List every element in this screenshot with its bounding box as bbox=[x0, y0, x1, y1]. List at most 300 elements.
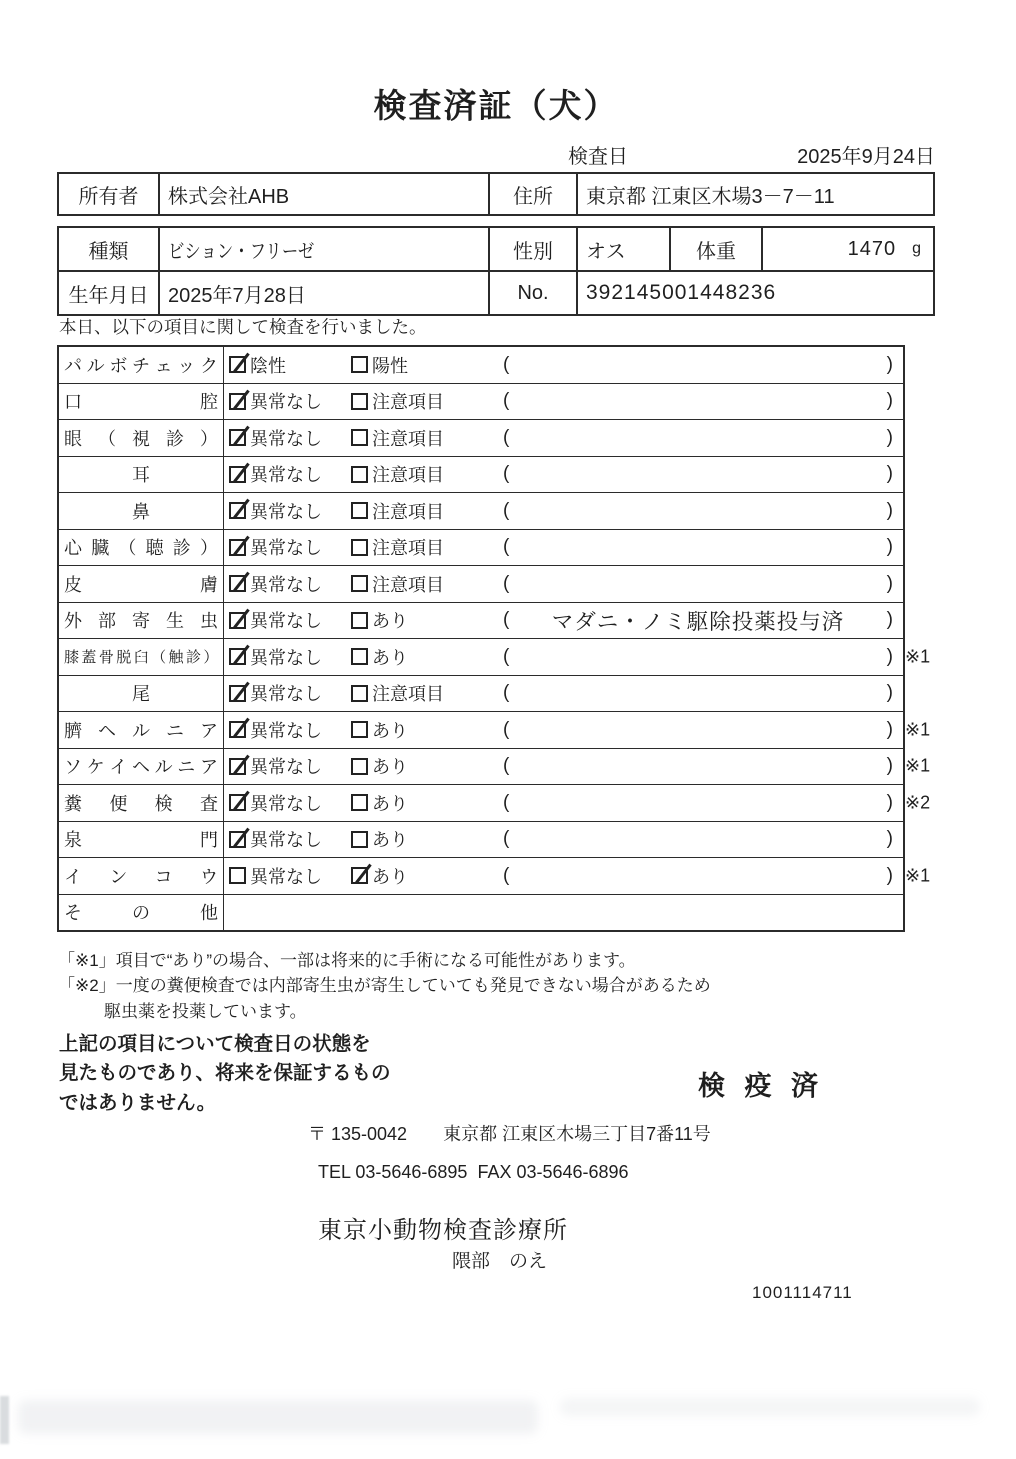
inspection-row-content bbox=[224, 895, 903, 931]
label-char: 鼻 bbox=[132, 501, 150, 522]
inspection-table bbox=[57, 345, 931, 932]
option-normal bbox=[229, 790, 351, 816]
paren-close: ) bbox=[886, 390, 893, 412]
option-label: あり bbox=[372, 830, 408, 851]
inspection-row bbox=[59, 493, 903, 530]
inspection-item-label bbox=[59, 530, 224, 566]
paren-open: ( bbox=[503, 426, 510, 448]
option-normal bbox=[229, 498, 351, 524]
label-char: 聴 bbox=[145, 538, 164, 559]
inspection-item-label bbox=[59, 895, 224, 931]
option-label: 異常なし bbox=[250, 538, 322, 559]
inspection-row bbox=[59, 712, 931, 749]
option-attention bbox=[351, 826, 503, 852]
inspection-row bbox=[59, 676, 903, 713]
option-normal bbox=[229, 352, 351, 378]
option-normal bbox=[229, 425, 351, 451]
inspection-item-label bbox=[59, 347, 224, 383]
option-attention bbox=[351, 680, 503, 706]
no-value: 392145001448236 bbox=[586, 281, 777, 304]
label-char: 査 bbox=[199, 793, 218, 814]
paren-open: ( bbox=[503, 572, 510, 594]
option-attention bbox=[351, 790, 503, 816]
inspection-row bbox=[59, 530, 903, 567]
footnote-mark: ※1 bbox=[905, 646, 931, 667]
inspection-row-content bbox=[224, 566, 903, 602]
option-attention bbox=[351, 717, 503, 743]
inspection-row-content bbox=[224, 420, 903, 456]
option-normal bbox=[229, 644, 351, 670]
option-label: 陽性 bbox=[372, 355, 408, 376]
inspection-row bbox=[59, 457, 903, 494]
option-label: 異常なし bbox=[250, 720, 322, 741]
option-label: 注意項目 bbox=[372, 392, 444, 413]
label-char: ニ bbox=[166, 720, 184, 741]
option-normal bbox=[229, 753, 351, 779]
label-char: コ bbox=[154, 866, 173, 887]
option-normal bbox=[229, 717, 351, 743]
inspection-row-content bbox=[224, 384, 903, 420]
footnote-mark: ※1 bbox=[905, 865, 931, 886]
option-attention bbox=[351, 498, 503, 524]
paren-open: ( bbox=[503, 864, 510, 886]
inspection-row bbox=[59, 785, 931, 822]
option-attention bbox=[351, 461, 503, 487]
checked-checkbox-icon bbox=[229, 794, 246, 811]
option-normal bbox=[229, 863, 351, 889]
label-char: 虫 bbox=[200, 611, 218, 632]
option-attention bbox=[351, 644, 503, 670]
paren-close: ) bbox=[886, 499, 893, 521]
inspection-item-label bbox=[59, 493, 224, 529]
inspection-item-label bbox=[59, 603, 224, 639]
label-char: 臼 bbox=[133, 649, 149, 667]
label-char: 診 bbox=[185, 649, 201, 667]
option-label: 注意項目 bbox=[372, 574, 444, 595]
label-char: 尾 bbox=[132, 684, 150, 705]
inspection-item-label bbox=[59, 639, 224, 675]
disclaimer-line1: 上記の項目について検査日の状態を bbox=[59, 1033, 371, 1055]
label-char: 触 bbox=[168, 649, 184, 667]
inspection-date-value: 2025年9月24日 bbox=[797, 146, 935, 168]
checkbox-icon bbox=[351, 575, 368, 592]
examiner-name: 隈部 のえ bbox=[452, 1251, 548, 1272]
label-char: ニ bbox=[177, 757, 196, 778]
inspection-item-label bbox=[59, 457, 224, 493]
inspection-item-label bbox=[59, 822, 224, 858]
inspection-item-label bbox=[59, 566, 224, 602]
label-char: ェ bbox=[154, 355, 173, 376]
remarks-text: マダニ・ノミ駆除投薬投与済 bbox=[551, 609, 845, 634]
breed-label: 種類 bbox=[59, 228, 160, 270]
checked-checkbox-icon bbox=[229, 831, 246, 848]
option-label: 異常なし bbox=[250, 465, 322, 486]
label-char: 心 bbox=[64, 538, 82, 559]
checkbox-icon bbox=[229, 867, 246, 884]
remarks-parentheses bbox=[503, 427, 903, 449]
option-label: 異常なし bbox=[250, 684, 322, 705]
checked-checkbox-icon bbox=[229, 612, 246, 629]
checkbox-icon bbox=[351, 612, 368, 629]
label-char: （ bbox=[151, 649, 166, 667]
label-char: 門 bbox=[200, 830, 218, 851]
no-label: No. bbox=[490, 272, 578, 314]
owner-table bbox=[57, 172, 935, 216]
label-char: 耳 bbox=[132, 465, 150, 486]
option-normal bbox=[229, 571, 351, 597]
option-label: 注意項目 bbox=[372, 538, 444, 559]
inspection-item-label bbox=[59, 676, 224, 712]
option-label: 陰性 bbox=[250, 355, 286, 376]
sex-label: 性別 bbox=[490, 228, 578, 270]
paren-close: ) bbox=[886, 463, 893, 485]
label-char: 骨 bbox=[98, 649, 114, 667]
label-char bbox=[200, 680, 218, 706]
label-char: イ bbox=[109, 757, 128, 778]
scan-noise bbox=[18, 1400, 538, 1434]
checked-checkbox-icon bbox=[229, 466, 246, 483]
label-char: ウ bbox=[199, 866, 218, 887]
clinic-postal-address: 〒 135-0042 東京都 江東区木場三丁目7番11号 bbox=[308, 1124, 711, 1144]
checked-checkbox-icon bbox=[351, 867, 368, 884]
option-label: 異常なし bbox=[250, 757, 322, 778]
paren-open: ( bbox=[503, 353, 510, 375]
label-char: ン bbox=[109, 866, 128, 887]
inspection-row bbox=[59, 639, 931, 676]
remarks-parentheses bbox=[503, 573, 903, 595]
paren-close: ) bbox=[886, 353, 893, 375]
option-label: 異常なし bbox=[250, 574, 322, 595]
disclaimer-line2: 見たものであり、将来を保証するもの bbox=[59, 1062, 391, 1085]
label-char bbox=[200, 498, 218, 524]
inspection-item-label bbox=[59, 420, 224, 456]
label-char: ル bbox=[86, 355, 105, 376]
checked-checkbox-icon bbox=[229, 721, 246, 738]
label-char: ア bbox=[200, 720, 218, 741]
option-label: あり bbox=[372, 647, 408, 668]
footnote-mark: ※1 bbox=[905, 719, 931, 740]
paren-close: ) bbox=[886, 609, 893, 631]
option-label: あり bbox=[372, 757, 408, 778]
label-char: 腔 bbox=[200, 392, 218, 413]
clinic-name: 東京小動物検査診療所 bbox=[318, 1217, 568, 1244]
label-char: 視 bbox=[132, 428, 150, 449]
checkbox-icon bbox=[351, 539, 368, 556]
option-label: 異常なし bbox=[250, 428, 322, 449]
paren-close: ) bbox=[886, 791, 893, 813]
label-char: 臓 bbox=[91, 538, 110, 559]
option-attention bbox=[351, 753, 503, 779]
birth-label: 生年月日 bbox=[59, 272, 160, 314]
paren-close: ) bbox=[886, 682, 893, 704]
inspection-row-content bbox=[224, 749, 903, 785]
disclaimer-statement bbox=[59, 1030, 391, 1118]
remarks-parentheses bbox=[503, 828, 903, 850]
option-normal bbox=[229, 461, 351, 487]
footnote-1: 「※1」項目で“あり”の場合、一部は将来的に手術になる可能性があります。 bbox=[58, 951, 636, 970]
scan-noise bbox=[560, 1398, 980, 1416]
checkbox-icon bbox=[351, 794, 368, 811]
inspection-row-content bbox=[224, 639, 903, 675]
option-label: 異常なし bbox=[250, 647, 322, 668]
checked-checkbox-icon bbox=[229, 758, 246, 775]
label-char: 生 bbox=[166, 611, 184, 632]
paren-close: ) bbox=[886, 864, 893, 886]
label-char bbox=[64, 461, 82, 487]
label-char bbox=[64, 680, 82, 706]
address-label: 住所 bbox=[490, 174, 578, 214]
sex-value: オス bbox=[578, 228, 671, 270]
inspection-item-label bbox=[59, 749, 224, 785]
remarks-parentheses bbox=[503, 865, 903, 887]
label-char: 他 bbox=[200, 903, 218, 924]
label-char: 検 bbox=[154, 793, 173, 814]
label-char: ル bbox=[132, 720, 150, 741]
checked-checkbox-icon bbox=[229, 575, 246, 592]
option-normal bbox=[229, 388, 351, 414]
paren-close: ) bbox=[886, 828, 893, 850]
checked-checkbox-icon bbox=[229, 502, 246, 519]
label-char: 泉 bbox=[64, 830, 82, 851]
paren-open: ( bbox=[503, 755, 510, 777]
checkbox-icon bbox=[351, 466, 368, 483]
option-label: 異常なし bbox=[250, 392, 322, 413]
inspection-row-content bbox=[224, 822, 903, 858]
option-attention bbox=[351, 571, 503, 597]
option-attention bbox=[351, 534, 503, 560]
option-attention bbox=[351, 352, 503, 378]
label-char: 部 bbox=[98, 611, 116, 632]
label-char: ク bbox=[199, 355, 218, 376]
paren-open: ( bbox=[503, 828, 510, 850]
label-char: ） bbox=[203, 649, 218, 667]
label-char: 糞 bbox=[64, 793, 82, 814]
paren-open: ( bbox=[503, 390, 510, 412]
remarks-parentheses bbox=[503, 536, 903, 558]
label-char: 皮 bbox=[64, 574, 82, 595]
inspection-item-label bbox=[59, 712, 224, 748]
option-attention bbox=[351, 425, 503, 451]
inspection-row-content bbox=[224, 858, 903, 894]
owner-label: 所有者 bbox=[59, 174, 160, 214]
label-char: ボ bbox=[109, 355, 128, 376]
weight-label: 体重 bbox=[671, 228, 763, 270]
footnote-2-line2: 駆虫薬を投薬しています。 bbox=[104, 1002, 307, 1021]
paren-close: ) bbox=[886, 645, 893, 667]
animal-table bbox=[57, 226, 935, 316]
breed-text: ビション・フリーゼ bbox=[168, 240, 315, 263]
option-normal bbox=[229, 826, 351, 852]
paren-close: ) bbox=[886, 536, 893, 558]
inspection-row-content bbox=[224, 676, 903, 712]
option-label: 異常なし bbox=[250, 501, 322, 522]
paren-open: ( bbox=[503, 718, 510, 740]
footnote-mark: ※2 bbox=[905, 792, 931, 813]
weight-number: 1470 bbox=[847, 237, 897, 260]
option-attention bbox=[351, 388, 503, 414]
remarks-parentheses bbox=[503, 719, 903, 741]
inspection-row-content bbox=[224, 530, 903, 566]
remarks-parentheses bbox=[503, 682, 903, 704]
inspection-row bbox=[59, 895, 903, 931]
remarks-parentheses bbox=[503, 646, 903, 668]
checkbox-icon bbox=[351, 356, 368, 373]
inspection-date-label: 検査日 bbox=[568, 146, 628, 168]
remarks-parentheses bbox=[503, 390, 903, 412]
label-char: 膚 bbox=[200, 574, 218, 595]
paren-open: ( bbox=[503, 791, 510, 813]
remarks-parentheses bbox=[503, 463, 903, 485]
inspection-row-content bbox=[224, 603, 903, 639]
option-attention bbox=[351, 607, 503, 633]
checkbox-icon bbox=[351, 831, 368, 848]
paren-close: ) bbox=[886, 718, 893, 740]
inspection-row-content bbox=[224, 785, 903, 821]
checkbox-icon bbox=[351, 758, 368, 775]
paren-close: ) bbox=[886, 426, 893, 448]
option-normal bbox=[229, 534, 351, 560]
footnote-2-line1: 「※2」一度の糞便検査では内部寄生虫が寄生していても発見できない場合があるため bbox=[58, 976, 711, 995]
label-char: 外 bbox=[64, 611, 82, 632]
option-label: 注意項目 bbox=[372, 501, 444, 522]
remarks-parentheses bbox=[503, 792, 903, 814]
label-char: （ bbox=[118, 538, 137, 559]
intro-text: 本日、以下の項目に関して検査を行いました。 bbox=[59, 317, 427, 337]
disclaimer-line3: ではありません。 bbox=[59, 1091, 217, 1114]
option-label: 異常なし bbox=[250, 830, 322, 851]
label-char: 脱 bbox=[116, 649, 131, 667]
breed-row bbox=[59, 228, 933, 270]
remarks-parentheses bbox=[503, 500, 903, 522]
option-label: 異常なし bbox=[250, 793, 322, 814]
label-char: ヘ bbox=[98, 720, 116, 741]
label-char: 寄 bbox=[132, 611, 150, 632]
quarantine-stamp: 検 疫 済 bbox=[698, 1071, 825, 1101]
paren-close: ) bbox=[886, 755, 893, 777]
label-char: 診 bbox=[166, 428, 184, 449]
label-char: イ bbox=[64, 866, 82, 887]
label-char bbox=[64, 498, 82, 524]
inspection-row bbox=[59, 384, 903, 421]
inspection-row bbox=[59, 858, 931, 895]
paren-open: ( bbox=[503, 499, 510, 521]
owner-name: 株式会社AHB bbox=[160, 174, 490, 214]
label-char: の bbox=[132, 903, 150, 924]
label-char: ケ bbox=[86, 757, 105, 778]
paren-open: ( bbox=[503, 645, 510, 667]
paren-open: ( bbox=[503, 536, 510, 558]
paren-open: ( bbox=[503, 609, 510, 631]
remarks-parentheses bbox=[503, 605, 903, 636]
inspection-item-label bbox=[59, 858, 224, 894]
birth-value: 2025年7月28日 bbox=[160, 272, 490, 314]
checked-checkbox-icon bbox=[229, 648, 246, 665]
inspection-row-content bbox=[224, 347, 903, 383]
checkbox-icon bbox=[351, 721, 368, 738]
weight-value bbox=[763, 228, 933, 270]
checked-checkbox-icon bbox=[229, 393, 246, 410]
checkbox-icon bbox=[351, 648, 368, 665]
label-char: 臍 bbox=[64, 720, 82, 741]
option-attention bbox=[351, 863, 503, 889]
inspection-item-label bbox=[59, 384, 224, 420]
option-label: あり bbox=[372, 720, 408, 741]
page-title: 検査済証（犬） bbox=[373, 87, 619, 124]
paren-close: ) bbox=[886, 572, 893, 594]
checked-checkbox-icon bbox=[229, 429, 246, 446]
footnote-mark: ※1 bbox=[905, 755, 931, 776]
weight-unit: g bbox=[912, 240, 921, 257]
breed-value bbox=[160, 228, 490, 270]
label-char: ） bbox=[199, 538, 218, 559]
checked-checkbox-icon bbox=[229, 539, 246, 556]
inspection-row-content bbox=[224, 493, 903, 529]
label-char: 診 bbox=[172, 538, 191, 559]
option-label: あり bbox=[372, 611, 408, 632]
checkbox-icon bbox=[351, 393, 368, 410]
label-char: 膝 bbox=[64, 649, 79, 667]
footnote-2 bbox=[58, 973, 711, 1025]
inspection-row bbox=[59, 420, 903, 457]
label-char: 口 bbox=[64, 392, 82, 413]
inspection-row bbox=[59, 566, 903, 603]
label-char: 便 bbox=[109, 793, 128, 814]
option-label: 注意項目 bbox=[372, 684, 444, 705]
checked-checkbox-icon bbox=[229, 685, 246, 702]
label-char: ） bbox=[200, 428, 218, 449]
remarks-parentheses bbox=[503, 354, 903, 376]
option-label: あり bbox=[372, 793, 408, 814]
birth-row bbox=[59, 270, 933, 314]
label-char: チ bbox=[131, 355, 150, 376]
label-char: そ bbox=[64, 903, 82, 924]
inspection-row bbox=[59, 347, 903, 384]
inspection-row bbox=[59, 603, 903, 640]
inspection-row-content bbox=[224, 712, 903, 748]
label-char: （ bbox=[98, 428, 116, 449]
option-label: 異常なし bbox=[250, 866, 322, 887]
label-char: ル bbox=[154, 757, 173, 778]
option-normal bbox=[229, 607, 351, 633]
remarks-parentheses bbox=[503, 755, 903, 777]
clinic-tel-fax: TEL 03-5646-6895 FAX 03-5646-6896 bbox=[318, 1162, 629, 1182]
option-label: 注意項目 bbox=[372, 465, 444, 486]
label-char: パ bbox=[64, 355, 82, 376]
checked-checkbox-icon bbox=[229, 356, 246, 373]
checkbox-icon bbox=[351, 685, 368, 702]
inspection-item-label bbox=[59, 785, 224, 821]
label-char: ア bbox=[199, 757, 218, 778]
option-normal bbox=[229, 680, 351, 706]
checkbox-icon bbox=[351, 429, 368, 446]
label-char: ソ bbox=[64, 757, 82, 778]
label-char: 蓋 bbox=[81, 649, 96, 667]
paren-open: ( bbox=[503, 682, 510, 704]
label-char: ヘ bbox=[131, 757, 150, 778]
inspection-row bbox=[59, 822, 903, 859]
checkbox-icon bbox=[351, 502, 368, 519]
inspection-row-content bbox=[224, 457, 903, 493]
address-value: 東京都 江東区木場3－7－11 bbox=[586, 185, 835, 208]
owner-row bbox=[59, 174, 933, 214]
scan-noise bbox=[0, 1396, 9, 1444]
label-char: ッ bbox=[177, 355, 196, 376]
option-label: あり bbox=[372, 866, 408, 887]
inspection-row bbox=[59, 749, 931, 786]
option-label: 注意項目 bbox=[372, 428, 444, 449]
document-number: 1001114711 bbox=[752, 1283, 853, 1302]
paren-open: ( bbox=[503, 463, 510, 485]
